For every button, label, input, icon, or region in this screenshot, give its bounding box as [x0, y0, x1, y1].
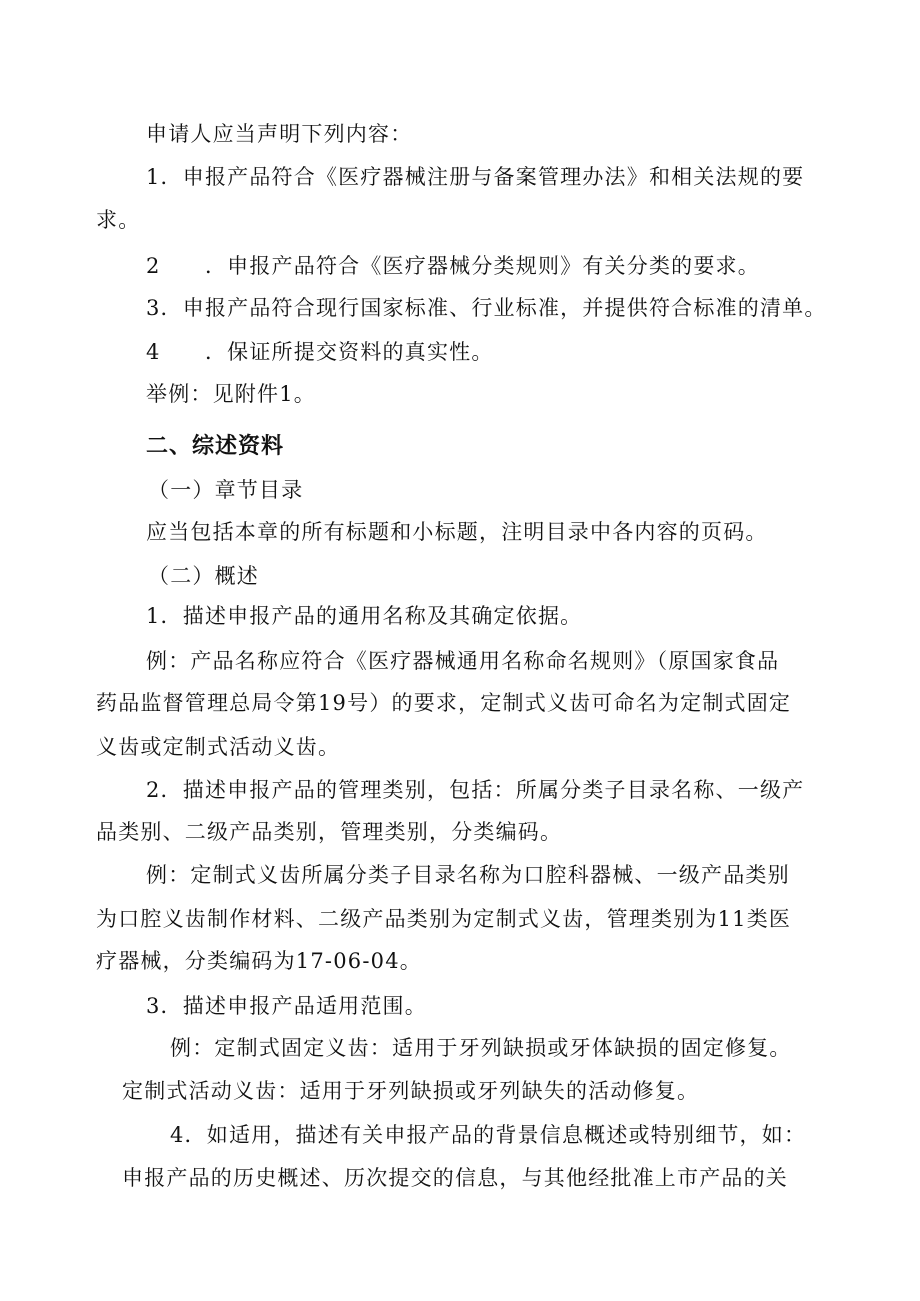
toc-heading: （一）章节目录 [148, 478, 304, 502]
declaration-item-3: 3．申报产品符合现行国家标准、行业标准，并提供符合标准的清单。 [146, 296, 827, 320]
declaration-example: 举例：见附件1。 [146, 382, 316, 406]
overview-item-2-example-cont: 疗器械，分类编码为17-06-04。 [96, 949, 422, 973]
toc-text: 应当包括本章的所有标题和小标题，注明目录中各内容的页码。 [146, 520, 768, 544]
overview-item-3: 3．描述申报产品适用范围。 [146, 994, 427, 1018]
overview-item-4: 4．如适用，描述有关申报产品的背景信息概述或特别细节，如： [170, 1123, 807, 1147]
overview-item-2-example: 例：定制式义齿所属分类子目录名称为口腔科器械、一级产品类别 [146, 863, 790, 887]
declaration-item-4: 4 ．保证所提交资料的真实性。 [146, 340, 494, 364]
overview-item-2-cont: 品类别、二级产品类别，管理类别，分类编码。 [96, 820, 563, 844]
overview-item-2-example-cont: 为口腔义齿制作材料、二级产品类别为定制式义齿，管理类别为11类医 [96, 907, 792, 931]
declaration-item-2: 2 ．申报产品符合《医疗器械分类规则》有关分类的要求。 [146, 254, 760, 278]
overview-item-3-example-cont: 定制式活动义齿：适用于牙列缺损或牙列缺失的活动修复。 [122, 1079, 700, 1103]
overview-item-1-example-cont: 药品监督管理总局令第19号）的要求，定制式义齿可命名为定制式固定 [96, 691, 792, 715]
overview-item-1-example: 例：产品名称应符合《医疗器械通用名称命名规则》（原国家食品 [146, 649, 780, 673]
overview-item-3-example: 例：定制式固定义齿：适用于牙列缺损或牙体缺损的固定修复。 [170, 1036, 792, 1060]
declaration-intro: 申请人应当声明下列内容： [146, 122, 413, 146]
overview-heading: （二）概述 [148, 564, 259, 588]
declaration-item-1-cont: 求。 [96, 208, 141, 232]
section-2-title: 二、综述资料 [146, 434, 285, 459]
overview-item-1-example-cont: 义齿或定制式活动义齿。 [96, 735, 341, 759]
overview-item-2: 2．描述申报产品的管理类别，包括：所属分类子目录名称、一级产 [146, 778, 805, 802]
declaration-item-1: 1．申报产品符合《医疗器械注册与备案管理办法》和相关法规的要 [146, 165, 805, 189]
overview-item-1: 1．描述申报产品的通用名称及其确定依据。 [146, 604, 583, 628]
overview-item-4-cont: 申报产品的历史概述、历次提交的信息，与其他经批准上市产品的关 [122, 1166, 788, 1190]
